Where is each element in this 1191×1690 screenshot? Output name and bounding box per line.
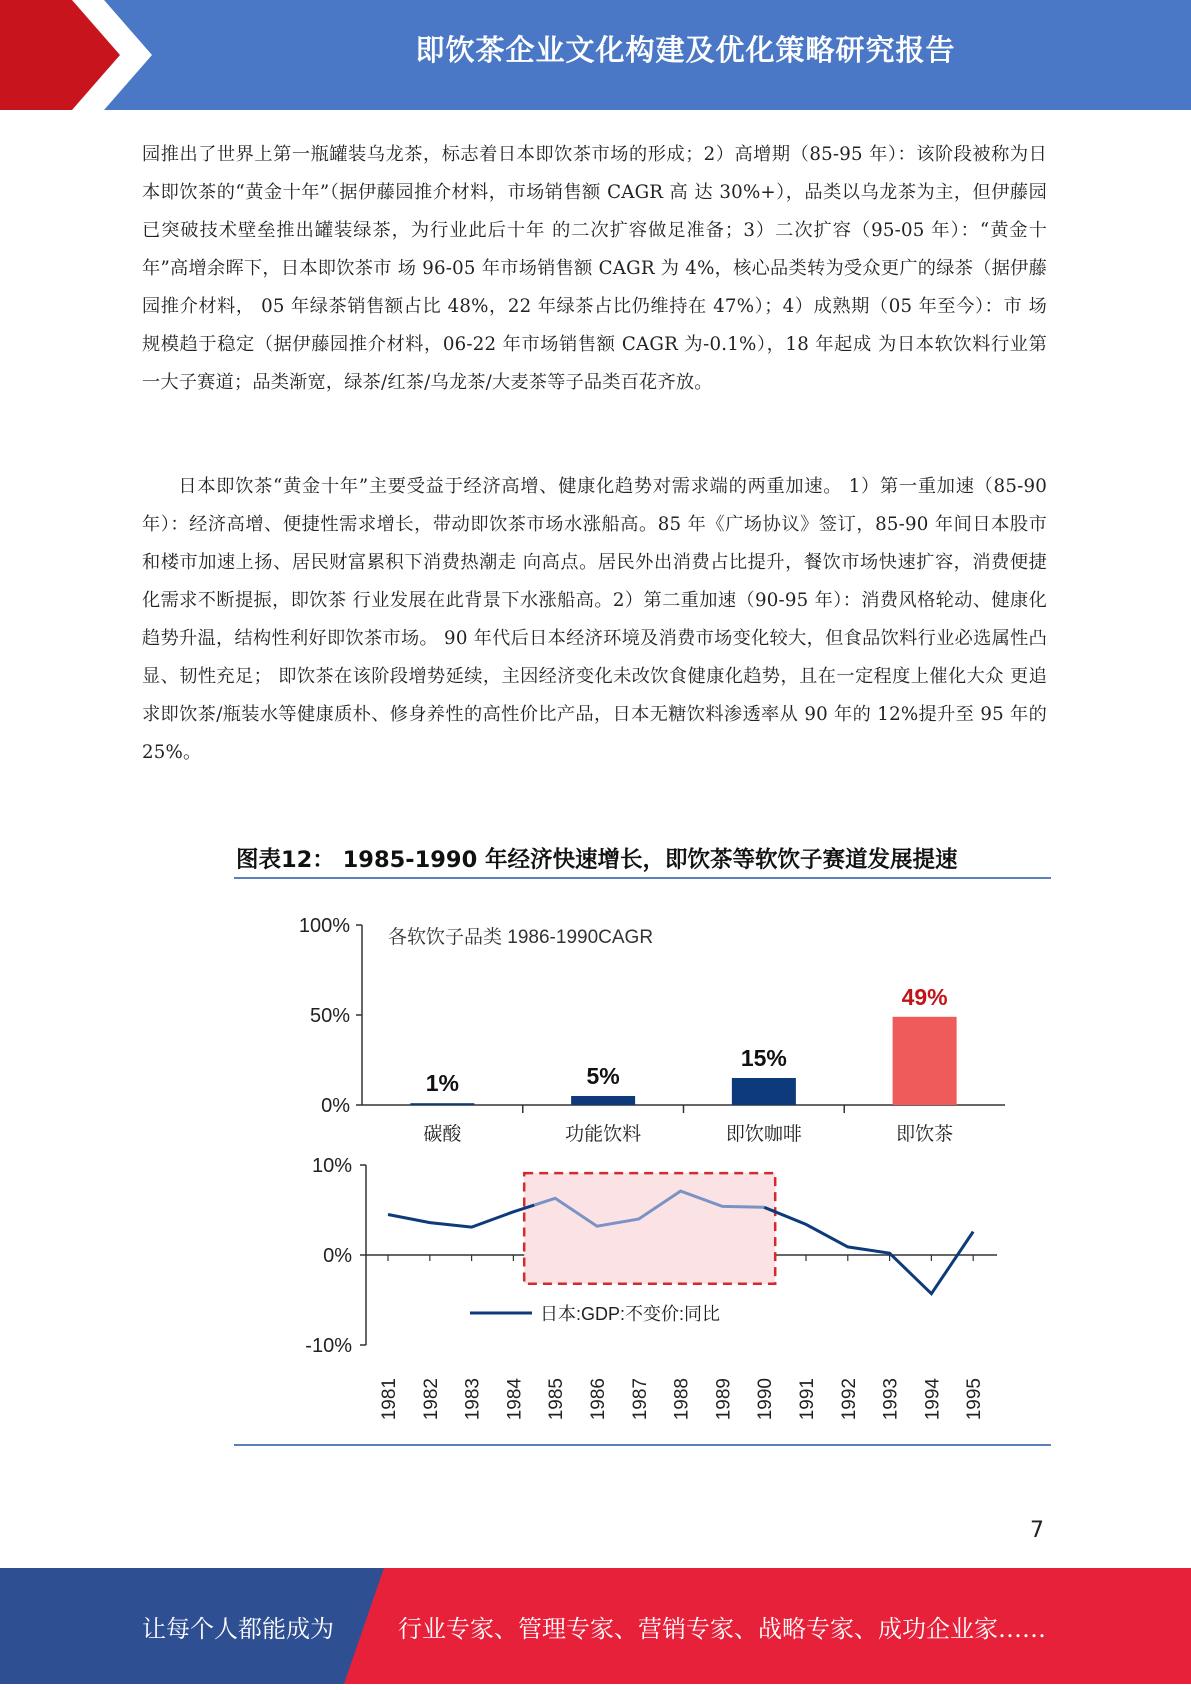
line-x-tick-label: 1984 xyxy=(504,1378,526,1420)
line-x-tick-label: 1993 xyxy=(880,1378,902,1420)
line-x-tick-label: 1981 xyxy=(379,1378,400,1420)
paragraph-text: 日本即饮茶“黄金十年”主要受益于经济高增、健康化趋势对需求端的两重加速。 1）第一重加速（85-90 年）：经济高增、便捷性需求增长，带动即饮茶市场水涨船高。85 年《广场协议》签订，85-90 年间日本股市和楼市加速上扬、居民财富累积下消费热潮走 向高点。居民外出消费占比提升，餐饮市场快速扩容，消费便捷化需求不断提振，即饮茶 行业发展在此背景下水涨船高。2）第二重加速（90-95 年）：消费风格轮动、健康化趋势升温，结构性利好即饮茶市场。 90 年代后日本经济环境及消费市场变化较大，但食品饮料行业必选属性凸显、韧性充足； 即饮茶在该阶段增势延续，主因经济变化未改饮食健康化趋势，且在一定程度上催化大众 更追求即饮茶/瓶装水等健康质朴、修身养性的高性价比产品，日本无糖饮料渗透率从 90 年的 12%提升至 95 年的 25%。 xyxy=(142,476,1047,763)
bar-category-label: 即饮茶 xyxy=(896,1123,954,1145)
footer-slogan-right: 行业专家、管理专家、营销专家、战略专家、成功企业家…… xyxy=(398,1615,1046,1643)
bar-value-label: 5% xyxy=(586,1063,620,1089)
body-paragraph-2 xyxy=(142,468,1047,772)
bar-1 xyxy=(410,1103,474,1105)
bar-4 xyxy=(893,1017,957,1105)
figure-title: 图表12： 1985-1990 年经济快速增长，即饮茶等软饮子赛道发展提速 xyxy=(236,847,958,873)
bar-y-tick-label: 0% xyxy=(321,1095,350,1117)
bar-value-label: 15% xyxy=(740,1045,787,1071)
bar-2 xyxy=(571,1096,635,1105)
page-footer xyxy=(0,1568,1191,1684)
line-x-tick-label: 1995 xyxy=(964,1378,986,1420)
bar-category-label: 碳酸 xyxy=(423,1123,462,1145)
line-y-tick-label: -10% xyxy=(305,1335,352,1357)
line-x-tick-label: 1988 xyxy=(671,1378,693,1420)
bar-value-label: 49% xyxy=(901,983,948,1010)
line-x-tick-label: 1983 xyxy=(462,1378,484,1420)
figure-bottom-rule xyxy=(234,1444,1051,1446)
line-x-tick-label: 1986 xyxy=(588,1378,609,1420)
line-x-tick-label: 1994 xyxy=(922,1378,944,1420)
line-x-tick-label: 1987 xyxy=(629,1378,651,1420)
figure-chart xyxy=(270,900,1030,1420)
figure-top-rule xyxy=(234,877,1051,879)
page-number: 7 xyxy=(1030,1518,1044,1543)
gdp-line-pre xyxy=(388,1205,534,1227)
line-x-tick-label: 1991 xyxy=(797,1378,818,1420)
highlight-box xyxy=(524,1173,775,1284)
bar-3 xyxy=(732,1078,796,1105)
legend-label: 日本:GDP:不变价:同比 xyxy=(540,1304,721,1324)
line-y-tick-label: 10% xyxy=(311,1155,352,1177)
gdp-line-post xyxy=(764,1207,973,1293)
bar-y-tick-label: 100% xyxy=(298,915,350,937)
report-title: 即饮茶企业文化构建及优化策略研究报告 xyxy=(415,33,956,67)
bar-value-label: 1% xyxy=(425,1070,459,1097)
bar-y-tick-label: 50% xyxy=(309,1005,350,1027)
line-y-tick-label: 0% xyxy=(323,1245,352,1267)
bar-category-label: 即饮咖啡 xyxy=(725,1123,802,1145)
line-x-tick-label: 1989 xyxy=(713,1378,735,1420)
line-x-tick-label: 1985 xyxy=(546,1378,568,1420)
page-header xyxy=(0,0,1191,110)
bar-chart-title: 各软饮子品类 1986-1990CAGR xyxy=(388,927,654,948)
bar-category-label: 功能饮料 xyxy=(565,1123,642,1145)
paragraph-text: 园推出了世界上第一瓶罐装乌龙茶，标志着日本即饮茶市场的形成；2）高增期（85-95 年）：该阶段被称为日本即饮茶的“黄金十年”（据伊藤园推介材料，市场销售额 CAGR 高 达 30%+），品类以乌龙茶为主，但伊藤园已突破技术壁垒推出罐装绿茶，为行业此后十年 的二次扩容做足准备；3）二次扩容（95-05 年）：“黄金十年”高增余晖下，日本即饮茶市 场 96-05 年市场销售额 CAGR 为 4%，核心品类转为受众更广的绿茶（据伊藤园推介材料， 05 年绿茶销售额占比 48%，22 年绿茶占比仍维持在 47%）；4）成熟期（05 年至今）：市 场规模趋于稳定（据伊藤园推介材料，06-22 年市场销售额 CAGR 为-0.1%），18 年起成 为日本软饮料行业第一大子赛道；品类渐宽，绿茶/红茶/乌龙茶/大麦茶等子品类百花齐放。 xyxy=(142,144,1047,393)
footer-slogan-left: 让每个人都能成为 xyxy=(142,1615,334,1643)
line-x-tick-label: 1990 xyxy=(755,1378,777,1420)
line-x-tick-label: 1992 xyxy=(838,1378,860,1420)
body-paragraph-1 xyxy=(142,136,1047,402)
line-x-tick-label: 1982 xyxy=(420,1378,442,1420)
